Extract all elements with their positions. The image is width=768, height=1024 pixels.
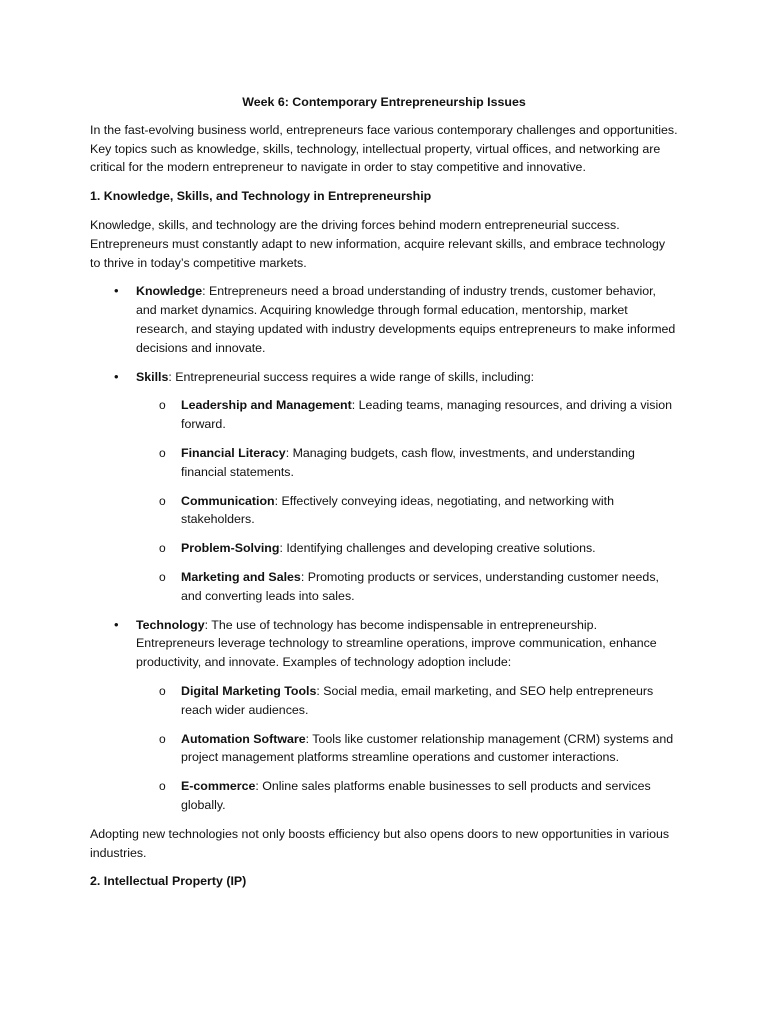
section-1-closing-paragraph: Adopting new technologies not only boosts efficiency but also opens doors to new opportunities in various industries. — [90, 826, 670, 860]
section-1-bullet-list — [90, 282, 678, 814]
sub-item-text: : Online sales platforms enable businesses to sell products and services globally. — [181, 779, 651, 812]
bullet-term: Technology — [136, 617, 205, 632]
sub-item-text: : Social media, email marketing, and SEO help entrepreneurs reach wider audiences. — [181, 683, 654, 717]
sub-item-text: : Leading teams, managing resources, and driving a vision forward. — [181, 398, 673, 432]
sub-item-text: : Managing budgets, cash flow, investments, and understanding financial statements. — [181, 445, 635, 479]
bullet-term: Skills — [136, 369, 169, 384]
sub-item — [136, 492, 678, 530]
intro-paragraph: In the fast-evolving business world, entrepreneurs face various contemporary challenges and opportunities. Key topics such as knowledge, skills, technology, intellectual property, virtual offices, and networking are critical for the modern entrepreneur to navigate in order to stay competitive and innovative. — [90, 122, 678, 175]
sub-item-term: Communication — [181, 493, 275, 508]
bullet-technology — [90, 616, 678, 815]
section-1-paragraph: Knowledge, skills, and technology are the driving forces behind modern entrepreneurial success. Entrepreneurs must constantly adapt to new information, acquire relevant skills, and embrace technology to thrive in today’s competitive markets. — [90, 217, 666, 270]
bullet-text: : Entrepreneurs need a broad understanding of industry trends, customer behavior, and market dynamics. Acquiring knowledge through formal education, mentorship, market research, and staying updated with industry developments equips entrepreneurs to make informed decisions and innovate. — [136, 284, 676, 355]
bullet-knowledge — [90, 282, 678, 357]
skills-sub-list — [136, 396, 678, 605]
bullet-text: : Entrepreneurial success requires a wide range of skills, including: — [168, 369, 535, 384]
sub-item-text: : Identifying challenges and developing creative solutions. — [279, 541, 596, 556]
bullet-term: Knowledge — [136, 284, 203, 299]
bullet-skills — [90, 368, 678, 606]
sub-item-term: Leadership and Management — [181, 398, 352, 413]
sub-item-text: : Tools like customer relationship management (CRM) systems and project management platforms streamline operations and customer interactions. — [181, 731, 674, 765]
sub-item — [136, 396, 678, 434]
sub-item-term: Problem-Solving — [181, 541, 280, 556]
sub-item-term: Financial Literacy — [181, 445, 286, 460]
sub-item-text: : Promoting products or services, understanding customer needs, and converting leads into sales. — [181, 569, 659, 603]
sub-item — [136, 777, 678, 815]
section-2-heading: 2. Intellectual Property (IP) — [90, 874, 247, 889]
sub-item — [136, 730, 678, 768]
bullet-text: : The use of technology has become indispensable in entrepreneurship. Entrepreneurs leverage technology to streamline operations, improve communication, enhance productivity, and innovate. Examples of technology adoption include: — [136, 617, 657, 670]
sub-item-term: Digital Marketing Tools — [181, 683, 317, 698]
page-title: Week 6: Contemporary Entrepreneurship Issues — [242, 95, 526, 109]
sub-item — [136, 568, 678, 606]
sub-item-term: E-commerce — [181, 779, 256, 794]
sub-item-term: Automation Software — [181, 731, 306, 746]
sub-item — [136, 444, 678, 482]
sub-item — [136, 539, 678, 558]
section-1-heading: 1. Knowledge, Skills, and Technology in Entrepreneurship — [90, 189, 432, 204]
sub-item-term: Marketing and Sales — [181, 569, 301, 584]
sub-item — [136, 682, 678, 720]
sub-item-text: : Effectively conveying ideas, negotiating, and networking with stakeholders. — [181, 493, 614, 527]
technology-sub-list — [136, 682, 678, 815]
